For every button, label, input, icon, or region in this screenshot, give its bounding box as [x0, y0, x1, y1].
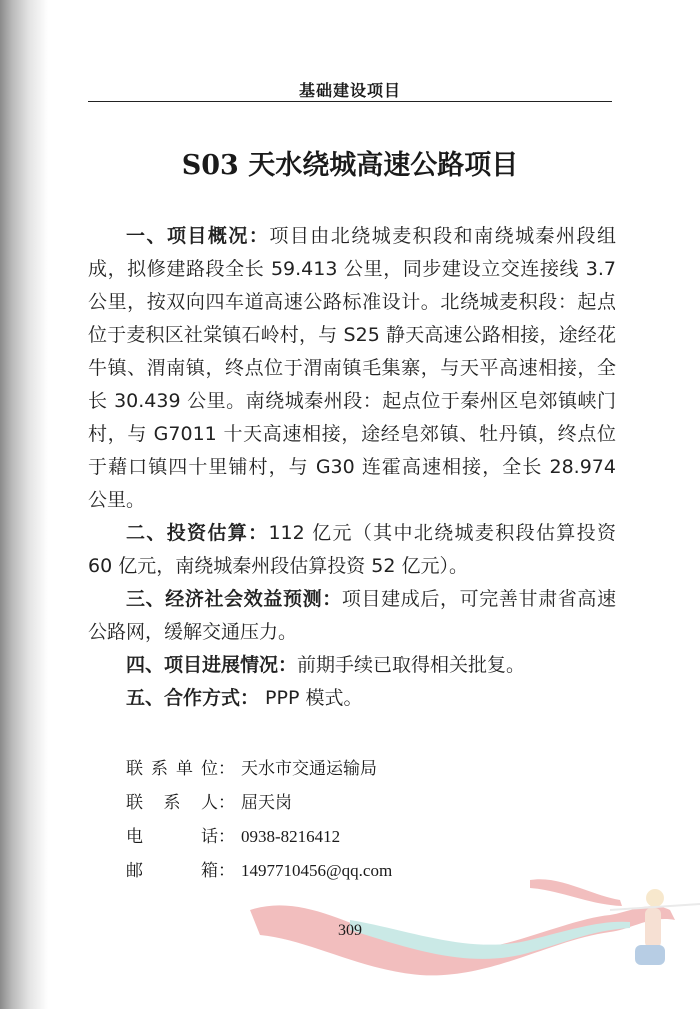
contact-email-value: 1497710456@qq.com: [241, 861, 393, 880]
page-title: S03 天水绕城高速公路项目: [181, 150, 519, 181]
contact-phone: 电 话 ： 0938-8216412: [126, 820, 392, 854]
page-number: 309: [338, 922, 362, 939]
contact-unit-label: 联 系 单 位: [126, 759, 218, 779]
section-heading: 一、项目概况：: [126, 225, 270, 247]
section-benefits: [88, 583, 616, 649]
running-header: 基础建设项目: [298, 81, 401, 100]
section-text: PPP 模式。: [259, 687, 363, 709]
section-text: 项目由北绕城麦积段和南绕城秦州段组成，拟修建路段全长 59.413 公里，同步建设立交连接线 3.7 公里，按双向四车道高速公路标准设计。北绕城麦积段：起点位于麦积区社棠镇石岭村，与 S25 静天高速公路相接，途经花牛镇、渭南镇，终点位于渭南镇毛集寨，与天平高速相接，全长 30.439 公里。南绕城秦州段：起点位于秦州区皂郊镇峡门村，与 G7011 十天高速相接，途经皂郊镇、牡丹镇，终点位于藉口镇四十里铺村，与 G30 连霍高速相接，全长 28.974 公里。: [88, 225, 616, 511]
contact-unit: 联 系 单 位 ： 天水市交通运输局: [126, 752, 392, 786]
contact-phone-value: 0938-8216412: [241, 827, 341, 846]
contact-person-label: 联 系 人: [126, 793, 218, 813]
flying-apsara-icon: [230, 860, 700, 990]
section-heading: 四、项目进展情况：: [126, 654, 298, 676]
section-text: 前期手续已取得相关批复。: [297, 654, 526, 676]
contact-unit-value: 天水市交通运输局: [241, 759, 377, 779]
section-heading: 二、投资估算：: [126, 522, 269, 544]
contact-person-value: 屈天岗: [241, 793, 292, 813]
project-body: [88, 220, 616, 715]
section-progress: [88, 649, 616, 682]
header-rule: [88, 101, 612, 102]
book-spine-shadow: [0, 0, 48, 1009]
section-cooperation: [88, 682, 616, 715]
section-text: 项目建成后，可完善甘肃省高速公路网，缓解交通压力。: [88, 588, 616, 643]
contact-email-label: 邮 箱: [126, 861, 218, 881]
contact-email: 邮 箱 ： 1497710456@qq.com: [126, 854, 392, 888]
section-text: 112 亿元（其中北绕城麦积段估算投资 60 亿元，南绕城秦州段估算投资 52 亿元）。: [88, 522, 616, 577]
section-investment: [88, 517, 616, 583]
contact-phone-label: 电 话: [126, 827, 218, 847]
section-heading: 三、经济社会效益预测：: [126, 588, 342, 610]
contact-person: 联 系 人 ： 屈天岗: [126, 786, 392, 820]
section-overview: [88, 220, 616, 517]
section-heading: 五、合作方式：: [126, 687, 260, 709]
